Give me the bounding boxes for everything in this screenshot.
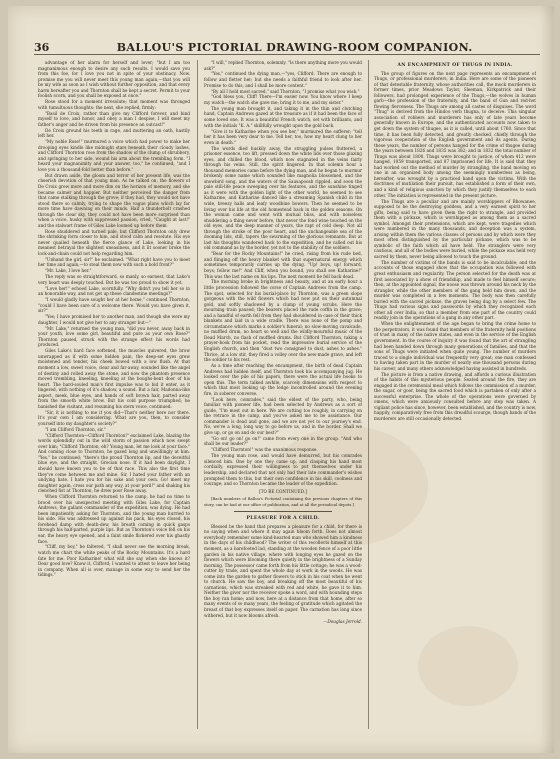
paragraph: When the enlightenment of the age began to bring the crime home to the perpetrators, it was found that members of the fraternity held positions of trust in many of the native states, and even in the service of the English government. In the course of inquiry it was found that the art of strangling had been handed down through many generations of families, and that the sons of Thugs were initiated when quite young. The number of murders traced to a single individual was frequently very great; one man confessed to having taken part in the murder of nearly one thousand persons during his career, and many others acknowledged having assisted in hundreds. — [374, 321, 536, 371]
paragraph: "Mr. Lake, I love her." — [45, 268, 92, 274]
section-divider — [234, 511, 332, 512]
article-heading: AN ENCAMPMENT OF THUGS IN INDIA. — [397, 63, 513, 68]
paragraph: "Bear for the Rocky Mountains!" he cried, rising from his rude bed, and flinging off the heavy blanket with that supernatural energy which sometimes temporarily carries up the dying. "Up! boys, up! forward, boys; follow me!" And Cliff, when you bound, you shall see Katharine!" This was the last name on his lips. The next moment he fell back dead. — [204, 251, 362, 279]
paragraph: But drawn aside, the gloom and terror of her present life, was the cheerish devotion of that young man. As he talked on, the flowers of De Croix grew more and more dim on the horizon of memory, and she became calmer and happier. But neither perceived the danger from that came stalking through the grove; if they had, they would not have stood there so calmly, trying to shape the vague plans which lay far more time have dawning on their minds. Half a thunderbolt crashed through the clear sky, they could not have been more surprised than when a voice, husky with suppressed passion, cried, "Caught at last!" and the stalwart frame of Giles Lake loomed up before them. — [38, 172, 190, 228]
paragraph: "Basil de Croix, rather than give my Clifford forever, and bind myself to love, and honor, and obey a man I despise, I will meet my father's anger and be driven from his presence an outcast!" — [38, 110, 190, 127]
to-be-continued: [TO BE CONTINUED.] — [259, 488, 307, 494]
paragraph: "Love her!" echoed Lake, scornfully. "Why didn't you tell her so in an honorable way, and not get up these clandestine meetings?" — [38, 285, 190, 297]
paragraph: "Give it to Katharine when you see her," murmured the sufferer; "tell her it has been very dear to me. Tell her, too, how my heart clung to her even in death." — [204, 128, 362, 145]
running-head: BALLOU'S PICTORIAL DRAWING-ROOM COMPANION. — [116, 41, 473, 54]
paragraph: "I will," replied Thornton, solemnly. "Is there anything more you would ask?" — [204, 60, 362, 71]
paragraph: "Yes," continued the dying man,—"yes, Clifford. There are enough to follow and fletter her; but she needs a faithful friend to look after her. Promise to do this, and I shall be more content." — [204, 71, 362, 88]
paragraph: "By all I hold most sacred," said Thornton, "I promise what you wish." — [211, 88, 360, 94]
page-header — [34, 36, 540, 55]
article-credit: —Douglas Jerrold. — [323, 618, 362, 624]
paragraph: The young man rose, and would have demurred, but his comrades silenced him. One by one they came up, and clasping his hand most cordially, expressed their willingness to put themselves under his leadership, and declared that not only had their late commander's wishes prompted them to this, but their own confidence in his skill, coolness and courage; and so Thornton became the leader of the expedition. — [204, 453, 362, 487]
paragraph: The words died huskily away, the struggling pulses fluttered, a prisoner essence, too lift, pressed down the white lids over those glazing eyes, and chilled the blood, which now stagnated in the veins fairly through his veins. Still, the spirit lingered. In that solemn hour a thousand memories came before the dying man, and he began to murmur brokenly some name which sounded like magnolia blossomed, and the snowbird song, and the waters of the Sausapoosh rippled, and soon the pale still-life peace sweeping over his features, and the sunshine tinged as it were with the golden light of the other world, he seemed to see Katharine, and Katharine danced like a streaming Spanish child in the wide, breezy halls and leafy woodbine bowers. Then he seemed to be living over his life at the old homestead back in the golden seasons. On the woman came and went with mutual bliss, and with noiseless shuddering a thing never before, that never the fond wine touched on the old eyes, and the deep manner of years, the rapt of cold deep. Not all through the stroke of the poor heart, and the unchangeable sea of the dooming lids, still, tapers the swarming of the glorious remnants. But at last his thoughts wandered back to the expedition, and he called out his old command as by the border, yet not to the stability of the soldiers. — [204, 145, 362, 251]
paragraph: advantage of her alarm for herself and lover; "but I am too magnanimous enough to desire any such results. I would save you from this foe, for I love you not in spite of your obstinacy. Now, promise me you will never meet this young man again,—that you will be my wife as soon as I wish without further opposition, and that every harm hereafter you and Thornton shall be kept a secret. Permit to your foolish scorn, and you shall be exposed at once." — [38, 60, 190, 99]
paragraph: "I would gladly have sought her at her home," continued Thornton, "could I have been sure of a welcome there. Would you have given it, sir?" — [38, 297, 190, 314]
column-3 — [374, 60, 536, 731]
paragraph: "Yes; I have promised her to another man, and though she were my daughter, I would not give her to any stranger but—" — [38, 314, 190, 325]
column-1 — [38, 60, 190, 731]
paragraph: The picture is from a native drawing, and affords a curious illustration of the habits of this mysterious people. Seated around the fire, they are engaged in the ceremonial meal which follows the commission of a murder, the sugar, or goor, being the sacred food which is partaken of only after a successful enterprise. The whole of the operations were governed by omens, which were anxiously consulted before any step was taken. A vigilant police has since, however, been established, and the country is now, happily, comparatively free from this dreadful scourge, though bands of the murderers are still occasionally detected. — [374, 371, 536, 422]
page-number: 36 — [34, 41, 50, 54]
article-body: Blessed be the hand that prepares a pleasure for a child, for there is no saying when and where it may again bloom forth. Does not almost everybody remember some kind-hearted man who showed him a kindness in the days of his childhood? The writer of this recollects himself at this moment, as a barefooted lad, standing at the wooden fence of a poor little garden in his native village, where with longing eyes he gazed on the flowers which were blooming there quietly in the brightness of a Sunday morning. The possessor came forth from his little cottage; he was a wood-cutter by trade, and spent the whole day at work in the woods. He was come into the garden to gather flowers to stick in his coat when he went to church. He saw the boy, and breaking off the most beautiful of his carnations, which was streaked with red and white, he gave it to him. Neither the giver nor the receiver spoke a word, and with bounding steps the boy ran home; and now, here at a distance from that home, after so many events of so many years, the feeling of gratitude which agitated the breast of that boy expresses itself on paper. The carnation has long since withered, but it now blooms afresh. — [204, 523, 362, 618]
paragraph: The number of victims of the bands is said to be incalculable; and the accounts of those engaged show that the occupation was followed with great enthusiasm and regularity. The person selected for the death was at first associated by a show of friendship, and made to feel himself secure; then, at the appointed signal, the noose was thrown around his neck by the strangler, while the other members of the gang held him down, and the murder was completed in a few moments. The body was then carefully buried with the sacred pickaxe, the graves being dug by a select few. The Thugs had various signs and passwords by which they recognized each other all over India, so that a member from one part of the country could readily join in the operations of a gang in any other part. — [374, 259, 536, 321]
page-fold-shadow — [540, 6, 554, 753]
column-rule — [368, 60, 369, 729]
paragraph: "Mr. Lake," returned the young man, "did you never, away back in your youth, love some girl, beautiful and pure as your own Rose?" Thornton paused, struck with the strange effect his words had produced. — [38, 325, 190, 348]
paragraph: "Clifford Thornton—Clifford Thornton!" exclaimed Lake, blazing the words splendidly out in the wild storm of passion which now swept over him; "Clifford Thornton, eh? Young man, let me look at your face." And coming close to Thornton, he gazed long and unwillingly at him. "Yes," he continued; "there's the proud Thornton lip, and the deceitful blue eye, and the straight, Grecian nose. If it had been daylight, I should have known you to be of that race. This also the first time they've come between me and mine. Sir, I hated your father with an undying hate. I hate you for his sake and your own. Go! meet my daughter again, cross our path any way, at your peril!" and shaking his clenched fist at Thornton, he drew poor Rose away. — [38, 432, 190, 494]
paragraph: "Go on! go on! go on!" came from every one in the group. "And who shall be our leader?" — [204, 435, 362, 447]
column-2 — [204, 60, 362, 731]
paragraph: The reply was so straightforward, so manly, so earnest, that Lake's very heart was deeply touched. But he was too proud to show it yet. — [38, 274, 190, 285]
paragraph: "God bless you, Cliff! There—I'm easier now. You know where I keep my watch—the watch she gave me; bring it to me, and my sister." — [204, 94, 362, 105]
paragraph: When Clifford Thornton returned to the camp, he had no time to brood over his unexpected meeting with Giles Lake, for Captain Andrews, the gallant commander of the expedition, was dying. He had been impatiently asking for Thornton, and the young man hurried to his side. His was addressed up against his pack, his eyes closed, his forehead damp with death-dew, his breath coming in quick gasps through his half-parted, purple lips. But as Thornton's voice fell on his ear, the heavy eye opened, and a faint smile flickered over his ghastly face. — [38, 494, 190, 544]
article-title: PLEASURE FOR A CHILD. — [246, 516, 320, 522]
paragraph: The morning broke in brightness and beauty, and at an early hour a little procession followed the corse of Captain Andrews from the camp. The spot, selected for his burial-place by Thornton, was a green slope gorgeous with the wild flowers which had now put on their autumnal gold, and softly shadowed by a clump of young scrubs. Here the mourning train paused; the bearers placed the rude coffin in the grave; and a handful of earth fell from they had shouldered in case of their thick blankets and laid in a wide cradle. There was none of the pomp and circumstance which marks a soldier's funeral; no slow-moving cavalcade, no muffled drum, no heart so well and the wildly-mournful music of the Dead March, no flash of muffled drums. But Clifford Thornton, taking a prayer-book from his pocket, read the impressive burial service of the English church, and then "dust two consigned to dust, ashes to ashes." Thrice, at a low stir, they fired a volley over the new-made grave, and left the soldier to his rest. — [204, 279, 362, 363]
paragraph: Rose shuddered and turned pale, but Clifford Thornton only drew the shrinking form closer to him, and stood calm and resolute. His eye never quailed beneath the fierce glance of Lake, looking in his meanest betrayal the slightest uneasiness, and it lit sooner broke the lock-and-chain could not help regarding him. — [38, 228, 190, 256]
paragraph: "Sir, it is nothing to me if you did—That's neither here nor there. It's your own I am considering. What are you, then, to consider yourself into my daughter's society?" — [38, 409, 190, 426]
paragraph: De Croix ground his teeth in rage, and muttering an oath, hastily left her. — [38, 127, 190, 139]
paragraph: Rose stood for a moment irresolute; that moment was thronged with tumultuous thoughts: the next, she replied, firmly: — [38, 99, 190, 110]
column-rule — [197, 60, 198, 729]
paragraph: "Clifford Thornton!" was the unanimous response. — [211, 447, 318, 453]
paragraph: "I am Clifford Thornton, sir." — [45, 426, 106, 432]
paragraph: As a time after reaching the encampment, the birth of dead Captain Andrews had hidden itself, and Thornton took his accompanying jug. He looked over the pile of his papers, there were the actual life books to open this. The term talked awhile, scarcely dimensions with respect to which that most looking up the ledge incontrolled around the evening fire, in soberer converse. — [204, 363, 362, 396]
paragraph: Giles Lake's hard face softened, the muscles quivered, the brow unwrapped as if with some hidden pain, the deep-set eyes grew moistened and tender, his cheek bowed with a low flush. At that moment a low, sweet voice, clear and far-away, sounded like the angel of destiny and rolled away the stone, and now the phantom presence moved trembling, kneeling, kneeling at the boughs-bent door of his heart. The hard-souled man's first impulse was to bid it enter, as it lingered, with nothing of it's shadow, a sound. But a fair, Madonna-like aspect, meek, blue eyes, and hands of soft brown hair, parted away from the smooth white brow. But his cold purpose triumphed; he banished the visitant, and resuming his stern voice, continued: — [38, 348, 190, 409]
newspaper-page — [8, 6, 554, 753]
paragraph: "My noble Rose!" murmured a voice which had power to make her drooping eyes kindle like midnight stars beneath their cloudy lashes, and Clifford Thornton rose from the shadow of the clump of shrubbery, and springing to her side, wound his arm about the trembling form. "I heard your magnanimity and your answer, too," he continued, "and I love you a thousand-fold better than before." — [38, 139, 190, 172]
paragraph: "Cliff, my boy," he faltered, "I shall never see the morning break, watch me chart the white peaks of the Rocky Mountains. It's a hard fate for me. Poor Katharine! what will she say when she knows it? Dear good love? Know it, Clifford; I wanted to attest to leave her being in company. When all is over, manage in some way to send her the tidings." — [38, 544, 190, 578]
editor-note: [Back numbers of Ballou's Pictorial containing the previous chapters of this story, can be had at our office of publication, and at all the periodical depots.] — [204, 496, 362, 507]
paragraph: The group of figures on the next page represents an encampment of Thugs, or professional murderers, in India. Here are some of the pioneers of that detestable fraternity, whose authorities call, the mock murderers in former times, prior Meadows Taylor, Sleeman, Kirkpatrick and their followers, had prolonged experience of the Thugs,—the wolves in human garb—the profession of the fraternity, and the band of Gun and red-hot flowing fierceness. The Thugs are among all castes of disguises. The word "Thug" is derived from the Hindoo verb thugna, to deceive. This singular association of robbers and murderers has only of late years become generally known in Europe, and the authenticated accounts now taken to get down the system of thugee, as it is called, until about 1760. Since that time, it has been fully detected, and greatly checked, chiefly through the vigorous cooperation of the English government and its agents. During these years, the number of persons hanged for the crime of thugee during the years between 1826 and 1835 was 382; and in 1832 the total number of Thugs was about 1800. Thugs were brought to justice, of whom 412 were hanged, 1059 transported, and 87 imprisoned for life. It is said that they had worked out the method of murder by strangling, the band moving on one in an organized body among the seemingly numberless as being, hereafter, was wrought by a practiced hand upon the victims. With the doctrines of mutilation their pursuit, has established a form of their own, and a kind of religious sanction by which they justify themselves to each other. The initiation is represented in the present picture. — [374, 70, 536, 198]
paragraph: The Thugs are a peculiar and are mainly worshippers of Bhowanee, supposed to be the destroying goddess, and a very earnest spirit to her gifts, being said to have given them the right to strangle, and provided them with a pickaxe, which is worshipped as among them as a sacred symbol. Amongst their pretensions, which are kept, were tragedies which were numbered in the many thousands, and deception was a system, arising within them the various classes of persons and by which were they most often distinguished by the particular pickaxe, which was to be symbolic of the faith which all have held. The stranglers were very cautious, and all of the bodies were buried, while the pickaxe was held very sacred by them, never being allowed to touch the ground. — [374, 198, 536, 259]
paragraph: "Unhand the girl, sir!" he exclaimed. "What right have you to meet her time and again,—to steal them now with such a bold front?" — [38, 256, 190, 268]
paragraph: "Look here, comrades," said the eldest of the party, who, being familiar with pioneer life, had been selected by Andrews as a sort of guide, "I'm most out in here. We are cutting too roughly, in carrying on the retrace in the camp, and you've asked me to be assistance. Our commander is dead and gone, and we are not yet to our journey's end. No, we've a long, long way to go before us, and in the border. Shall we give up, or go on and do our best?" — [204, 396, 362, 435]
paragraph: The young man brought it, and taking it in the thin and clutching hand, Captain Andrews gazed at the treasure as if it had been the face of some loved one. It was a beautiful French watch, set with brilliants, and with the initials "K. A." skillfully wrought upon the gold back. — [204, 105, 362, 128]
